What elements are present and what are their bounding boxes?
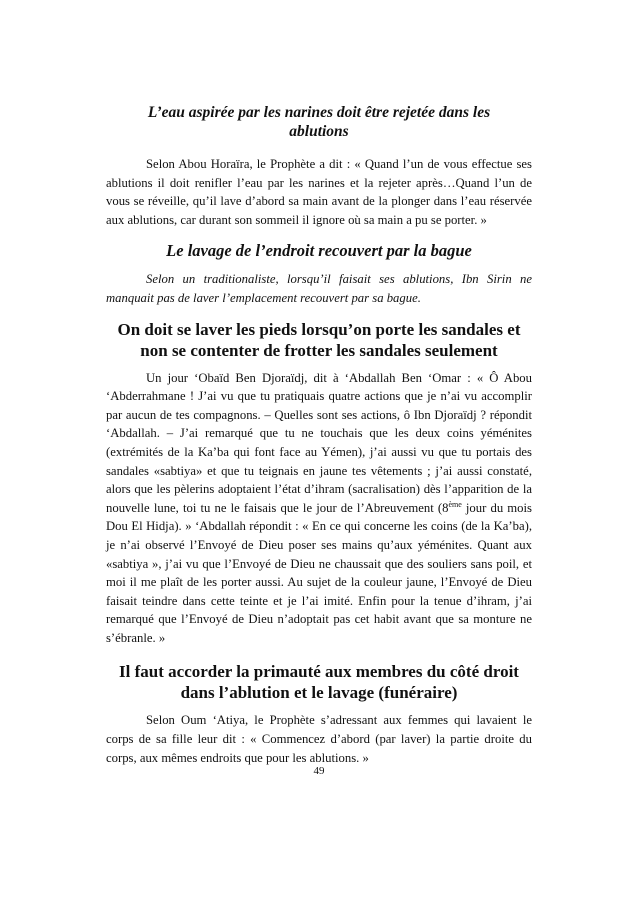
section-heading-ring-washing: Le lavage de l’endroit recouvert par la bague — [166, 241, 472, 261]
ordinal-superscript: ème — [448, 499, 462, 509]
paragraph-part-2: jour du mois Dou El Hidja). » ‘Abdallah répondit : « En ce qui concerne les coins (de la Ka’ba), je n’ai observé l’Envoyé de Dieu poser ses mains qu’aux yéménites. Quant aux «sabtiya », j’ai vu que l’Envoyé de Dieu ne chaussait que des souliers sans poil, et moi il me plaît de les porter aussi. Au sujet de la couleur jaune, l’Envoyé de Dieu faisait teindre dans cette teinte et je l’ai imité. Enfin pour la tenue d’ihram, j’ai remarqué que l’Envoyé de Dieu n’adoptait pas cet habit avant que sa monture ne s’ébranle. » — [106, 500, 532, 645]
section-heading-feet-sandals: On doit se laver les pieds lorsqu’on porte les sandales et non se contenter de frotter les sandales seulement — [117, 319, 521, 360]
paragraph-ibn-sirin: Selon un traditionaliste, lorsqu’il faisait ses ablutions, Ibn Sirin ne manquait pas de laver l’emplacement recouvert par sa bague. — [106, 272, 532, 305]
paragraph-part-1: Un jour ‘Obaïd Ben Djoraïdj, dit à ‘Abdallah Ben ‘Omar : « Ô Abou ‘Abderrahmane ! J’ai vu que tu pratiquais quatre actions que je n’ai vu accomplir par aucun de tes compagnons. – Quelles sont ses actions, ô Ibn Djoraïdj ? répondit ‘Abdallah. – J’ai remarqué que tu ne touchais que les deux coins yéménites (extrémités de la Ka’ba qui font face au Yémen), j’ai aussi vu que tu portais des sandales «sabtiya» et que tu teignais en jaune tes vêtements ; j’ai aussi constaté, alors que les pèlerins adoptaient l’état d’ihram (sacralisation) dès l’apparition de la nouvelle lune, toi tu ne le faisais que le jour de l’Abreuvement (8 — [106, 370, 532, 515]
page-number: 49 — [313, 765, 325, 777]
paragraph-oum-atiya: Selon Oum ‘Atiya, le Prophète s’adressant aux femmes qui lavaient le corps de sa fille leur dit : « Commencez d’abord (par laver) la partie droite du corps, aux mêmes endroits que pour les ablutions. » — [106, 713, 532, 765]
page-content — [106, 103, 532, 767]
section-heading-right-side-primacy: Il faut accorder la primauté aux membres du côté droit dans l’ablution et le lavage (funéraire) — [119, 662, 519, 703]
section-heading-nasal-rinse: L’eau aspirée par les narines doit être rejetée dans les ablutions — [147, 104, 491, 140]
paragraph-abou-horaira: Selon Abou Horaïra, le Prophète a dit : « Quand l’un de vous effectue ses ablutions il doit renifler l’eau par les narines et la rejeter après…Quand l’un de vous se réveille, qu’il lave d’abord sa main avant de la plonger dans l’eau réservée aux ablutions, car durant son sommeil il ignore où sa main a pu se porter. » — [106, 157, 532, 227]
paragraph-obaid-ben-djoraidj — [106, 369, 532, 648]
